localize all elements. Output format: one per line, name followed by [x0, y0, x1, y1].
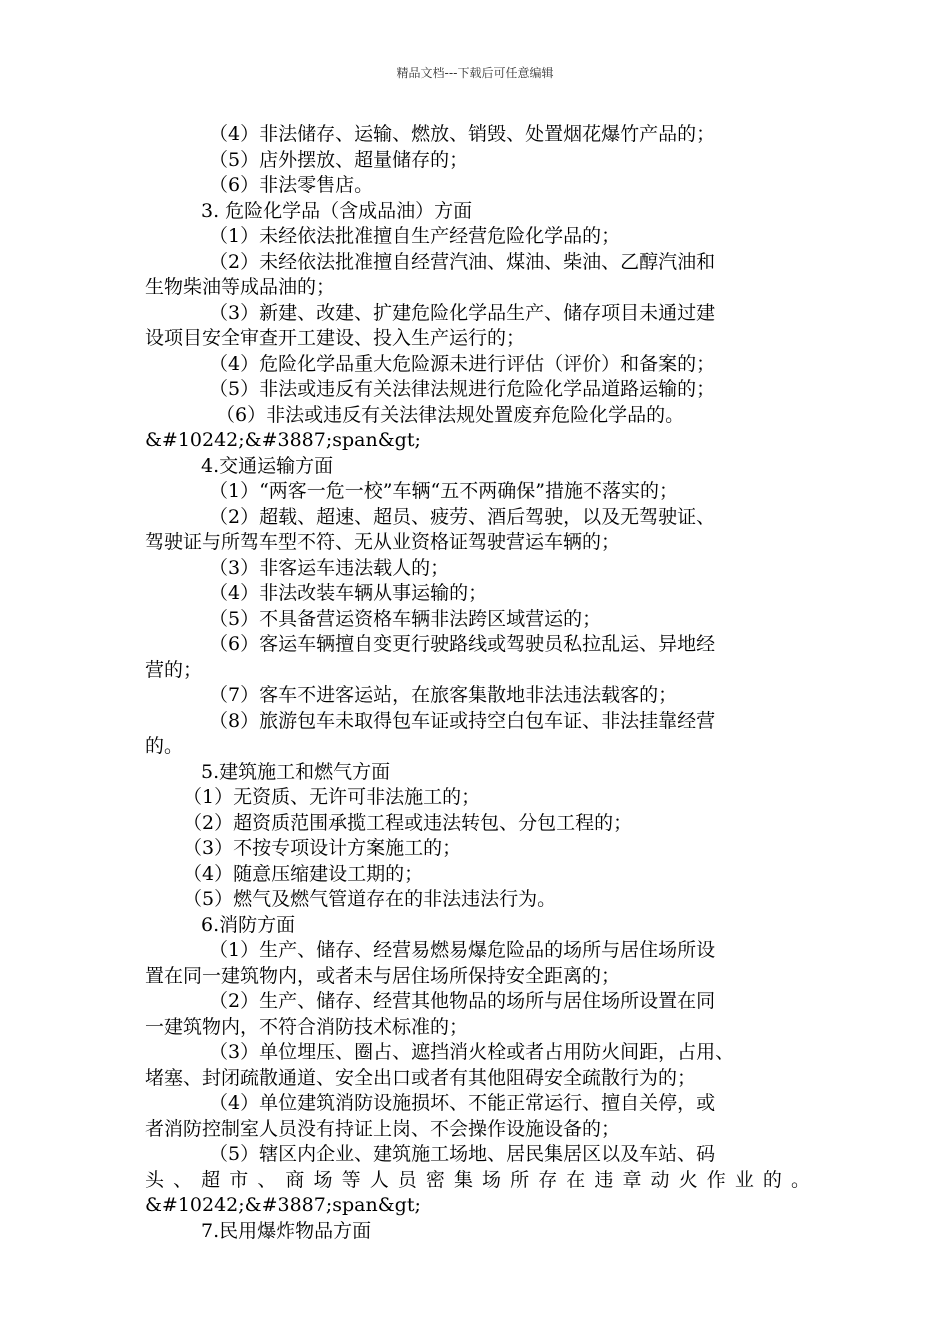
text-line: &#10242;&#3887;span&gt;: [145, 1194, 421, 1216]
text-line: （1）“两客一危一校”车辆“五不两确保”措施不落实的；: [209, 480, 678, 502]
text-line: &#10242;&#3887;span&gt;: [145, 429, 421, 451]
text-line: （1）无资质、无许可非法施工的；: [183, 786, 481, 808]
text-line: 驾驶证与所驾车型不符、无从业资格证驾驶营运车辆的；: [145, 531, 621, 553]
text-line: 设项目安全审查开工建设、投入生产运行的；: [145, 327, 526, 349]
text-line: （5）辖区内企业、建筑施工场地、居民集居区以及车站、码: [209, 1143, 716, 1165]
text-line: （4）随意压缩建设工期的；: [183, 862, 424, 885]
text-line: （4）非法储存、运输、燃放、销毁、处置烟花爆竹产品的；: [209, 123, 716, 145]
text-line: （2）未经依法批准擅自经营汽油、煤油、柴油、乙醇汽油和: [209, 250, 716, 273]
text-line: （6）客运车辆擅自变更行驶路线或驾驶员私拉乱运、异地经: [209, 633, 716, 655]
text-line: 生物柴油等成品油的；: [145, 276, 336, 298]
text-line: 堵塞、封闭疏散通道、安全出口或者有其他阻碍安全疏散行为的；: [145, 1066, 697, 1089]
text-line: 者消防控制室人员没有持证上岗、不会操作设施设备的；: [145, 1117, 621, 1140]
text-line: （8）旅游包车未取得包车证或持空白包车证、非法挂靠经营: [209, 709, 716, 732]
document-body: [145, 122, 810, 1244]
text-line: （4）单位建筑消防设施损坏、不能正常运行、擅自关停，或: [209, 1092, 716, 1114]
text-line: （3）新建、改建、扩建危险化学品生产、储存项目未通过建: [209, 301, 716, 324]
text-line: 置在同一建筑物内，或者未与居住场所保持安全距离的；: [145, 964, 621, 987]
text-line: 6.消防方面: [201, 913, 296, 936]
text-line: （1）生产、储存、经营易燃易爆危险品的场所与居住场所设: [209, 939, 716, 961]
text-line: （4）危险化学品重大危险源未进行评估（评价）和备案的；: [209, 352, 716, 375]
text-line: （5）店外摆放、超量储存的；: [209, 148, 469, 171]
text-line: 的。: [145, 735, 184, 757]
text-line: （3）非客运车违法载人的；: [209, 556, 450, 579]
text-line: 5.建筑施工和燃气方面: [201, 760, 391, 783]
text-line: （4）非法改装车辆从事运输的；: [209, 582, 488, 604]
text-line: （2）生产、储存、经营其他物品的场所与居住场所设置在同: [209, 990, 716, 1012]
text-line: （3）单位埋压、圈占、遮挡消火栓或者占用防火间距，占用、: [209, 1041, 735, 1063]
text-line: （6）非法或违反有关法律法规处置废弃危险化学品的。: [216, 403, 685, 426]
text-line: 一建筑物内，不符合消防技术标准的；: [145, 1015, 469, 1038]
text-line: （2）超载、超速、超员、疲劳、酒后驾驶，以及无驾驶证、: [209, 505, 716, 528]
text-line: （2）超资质范围承揽工程或违法转包、分包工程的；: [183, 811, 633, 834]
text-line: （5）燃气及燃气管道存在的非法违法行为。: [183, 888, 557, 910]
text-line: 营的；: [145, 658, 203, 681]
text-line: 3. 危险化学品（含成品油）方面: [201, 199, 473, 222]
page-header: 精品文档---下载后可任意编辑: [396, 66, 554, 80]
text-line: 头、超市、商场等人员密集场所存在违章动火作业的。: [145, 1168, 810, 1191]
text-line: （5）不具备营运资格车辆非法跨区域营运的；: [209, 607, 602, 630]
text-line: 4.交通运输方面: [201, 454, 334, 477]
text-line: （3）不按专项设计方案施工的；: [183, 837, 462, 859]
text-line: （5）非法或违反有关法律法规进行危险化学品道路运输的；: [209, 378, 716, 400]
text-line: 7.民用爆炸物品方面: [201, 1219, 372, 1242]
text-line: （6）非法零售店。: [209, 174, 374, 196]
text-line: （1）未经依法批准擅自生产经营危险化学品的；: [209, 225, 621, 247]
text-line: （7）客车不进客运站，在旅客集散地非法违法载客的；: [209, 684, 678, 706]
